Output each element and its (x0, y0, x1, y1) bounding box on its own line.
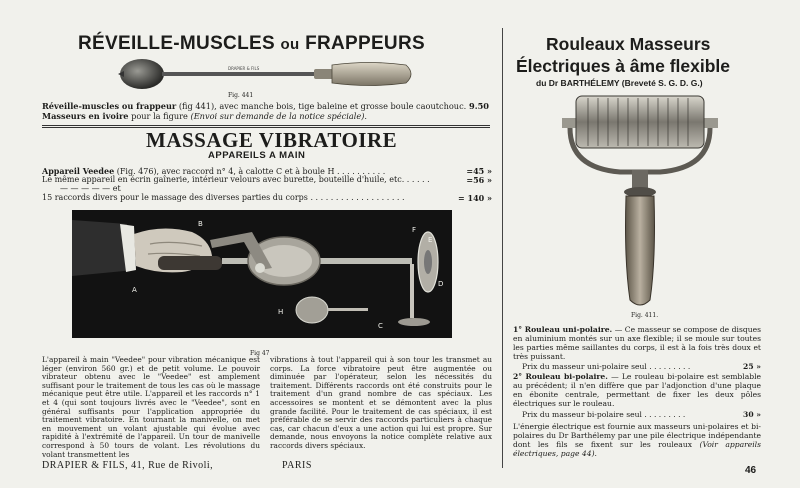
footer-address: DRAPIER & FILS, 41, Rue de Rivoli, PARIS (42, 460, 312, 471)
product-masseurs-ivoire: Masseurs en ivoire pour la figure (Envoi sur demande de la notice spéciale). (42, 111, 367, 121)
page-number: 46 (745, 465, 757, 476)
title-massage-vibratoire: MASSAGE VIBRATOIRE (146, 128, 398, 152)
photo-label-f: F (412, 226, 417, 234)
veedee-photo (72, 210, 452, 338)
fig-411-caption: Fig. 411. (631, 312, 659, 319)
fig-441-caption: Fig. 441 (228, 92, 254, 99)
price-row-unipolaire: Prix du masseur uni-polaire seul . . . . . . . . . 25 » (522, 362, 761, 371)
title-reveille-muscles: RÉVEILLE-MUSCLES ou FRAPPEURS (78, 33, 425, 54)
ditto-row: — — — — — et (60, 184, 121, 193)
price-veedee-ecrin: =56 » (466, 175, 492, 185)
description-energie: L'énergie électrique est fournie aux masseurs uni-polaires et bi-polaires du Dr Barthélemy par une pile électrique indépendante dont les fils se fixent sur les rouleaux (Voir appareils électriques, page 44). (513, 422, 761, 458)
price-bipolaire: 30 » (743, 410, 761, 419)
photo-label-h: H (278, 308, 284, 316)
photo-label-a: A (132, 286, 137, 294)
price-raccords: = 140 » (458, 193, 492, 203)
divider (42, 125, 490, 126)
column-divider (502, 28, 503, 468)
price-unipolaire: 25 » (743, 362, 761, 371)
description-unipolaire: 1° Rouleau uni-polaire. — Ce masseur se compose de disques en aluminium montés sur un axe flexible; il se moule sur toutes les parties même saillantes du corps, il est à la fois très doux et très puissant. (513, 325, 761, 361)
product-raccords: 15 raccords divers pour le massage des diverses parties du corps . . . . . . . . . . . . . . . . . . . = 140 » (42, 193, 492, 203)
price-reveille-muscles: 9.50 (469, 101, 489, 111)
product-appareil-veedee: Appareil Veedee (Fig. 476), avec raccord n° 4, à calotte C et à boule H . . . . . . . . . . =45 » (42, 166, 492, 176)
title-rouleaux-masseurs: Rouleaux Masseurs (546, 34, 711, 54)
fig-47-caption: Fig 47 (250, 350, 270, 357)
frappeur-stamp: DRAPIER & FILS (228, 66, 260, 71)
subtitle-barthelemy: du Dr BARTHÉLEMY (Breveté S. G. D. G.) (536, 78, 703, 88)
subtitle-appareils-main: APPAREILS A MAIN (208, 150, 306, 161)
title-electriques: Électriques à âme flexible (516, 56, 730, 76)
product-veedee-ecrin: Le même appareil en écrin gaînerie, intérieur velours avec burette, bouteille d'huile, etc. . . . . . =56 » (42, 175, 492, 185)
description-bipolaire: 2° Rouleau bi-polaire. — Le rouleau bi-polaire est semblable au précédent; il n'en diffère que par l'adjonction d'une plaque en ébonite centrale, permettant de fixer les deux pôles électriques sur le rouleau. (513, 372, 762, 408)
photo-label-e: E (428, 236, 433, 244)
frappeur-illustration (110, 52, 420, 92)
photo-label-d: D (438, 280, 444, 288)
description-left: L'appareil à main "Veedee" pour vibration mécanique est léger (environ 560 gr.) et de petit volume. Le pouvoir vibrateur obtenu avec le "Veedee" est amplement suffisant pour le traitement de tous les cas où le massage mécanique peut être utile. L'appareil et les raccords n° 1 et 4 (qui sont toujours livrés avec le "Veedee", sont en général suffisants pour l'application appropriée du traitement vibratoire. En tournant la manivelle, on met en mouvement un volant ajustable qui évolue avec rapidité à l'extrémité de l'appareil. Un tour de manivelle correspond à 50 tours de volant. Les révolutions du volant transmettent les (42, 355, 260, 459)
photo-label-c: C (378, 322, 383, 330)
photo-label-b: B (198, 220, 203, 228)
roller-illustration (560, 90, 720, 312)
price-veedee: =45 » (466, 166, 492, 176)
price-row-bipolaire: Prix du masseur bi-polaire seul . . . . . . . . . 30 » (522, 410, 761, 419)
description-right: vibrations à tout l'appareil qui à son tour les transmet au corps. La force vibratoire peut être augmentée ou diminuée par l'opérateur, selon les nécessités du traitement. Différents raccords ont été construits pour le traitement d'un grand nombre de cas spéciaux. Les accessoires se montent et se démontent avec la plus grande facilité. Pour le traitement de cas spéciaux, il est préférable de se servir des raccords particuliers à chaque cas, car chacun d'eux a une action qui lui est propre. Sur demande, nous envoyons la notice complète relative aux raccords divers spéciaux. (270, 355, 492, 450)
product-reveille-muscles: Réveille-muscles ou frappeur (fig 441), avec manche bois, tige baleine et grosse boule caoutchouc. 9.50 (42, 101, 489, 111)
